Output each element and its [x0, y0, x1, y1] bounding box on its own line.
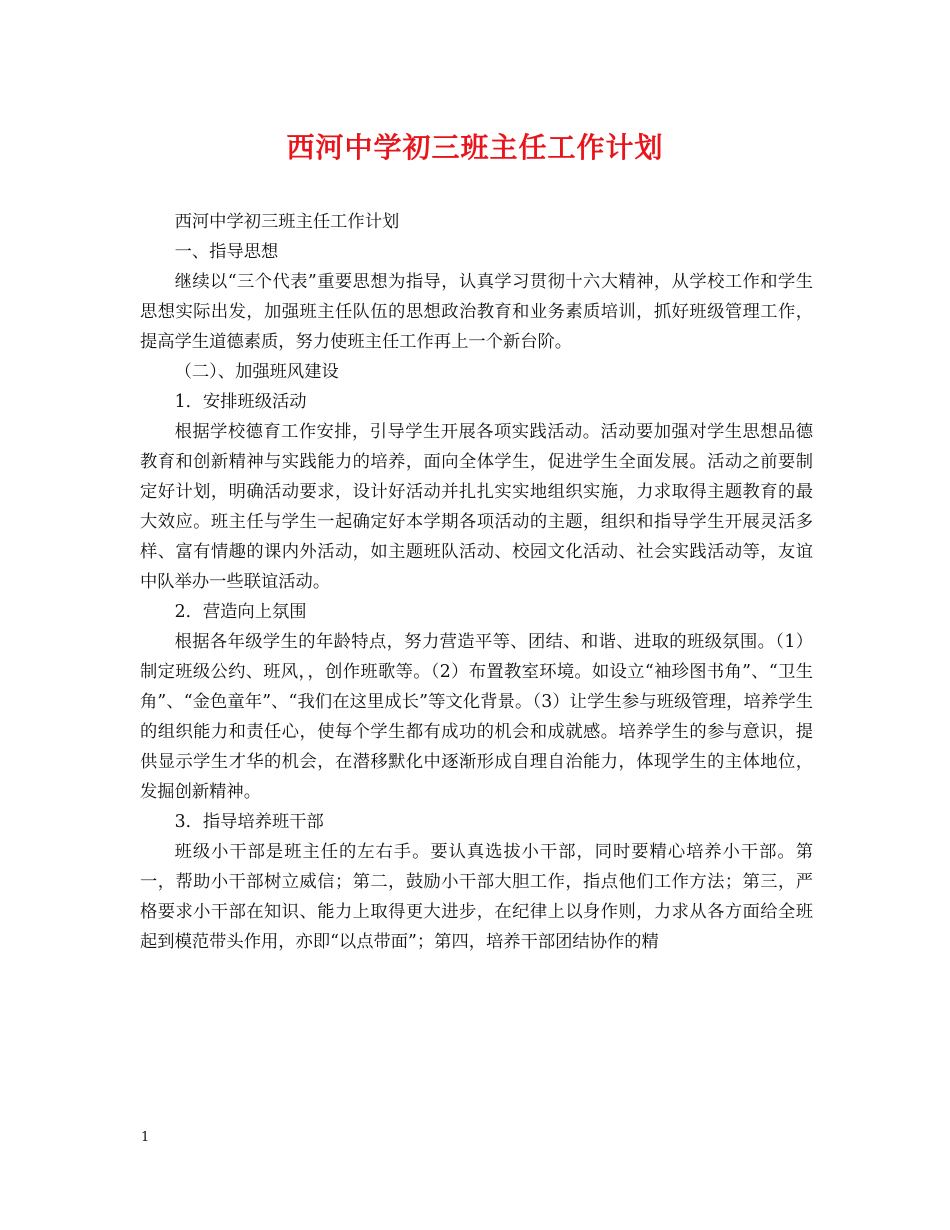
- page-number: 1: [141, 1130, 150, 1145]
- paragraph-subheading-class-cadres: 3．指导培养班干部: [174, 812, 324, 832]
- paragraph-guiding-thought: 继续以“三个代表”重要思想为指导，认真学习贯彻十六大精神，从学校工作和学生思想实际出发，加强班主任队伍的思想政治教育和业务素质培训，抓好班级管理工作，提高学生道德素质，努力使班主任工作再上一个新台阶。: [140, 272, 813, 352]
- document-title: 西河中学初三班主任工作计划: [286, 131, 664, 164]
- paragraph-doc-heading: 西河中学初三班主任工作计划: [174, 212, 400, 232]
- paragraph-class-cadres: 班级小干部是班主任的左右手。要认真选拔小干部，同时要精心培养小干部。第一，帮助小干部树立威信；第二，鼓励小干部大胆工作，指点他们工作方法；第三，严格要求小干部在知识、能力上取得更大进步，在纪律上以身作则，力求从各方面给全班起到模范带头作用，亦即“以点带面”；第四，培养干部团结协作的精: [140, 842, 813, 952]
- document-body: [140, 207, 813, 957]
- paragraph-section-heading-class-style: （二）、加强班风建设: [174, 362, 339, 382]
- paragraph-subheading-class-activities: 1．安排班级活动: [174, 392, 307, 412]
- paragraph-section-heading-guiding-thought: 一、指导思想: [174, 242, 279, 262]
- paragraph-class-activities: 根据学校德育工作安排，引导学生开展各项实践活动。活动要加强对学生思想品德教育和创新精神与实践能力的培养，面向全体学生，促进学生全面发展。活动之前要制定好计划，明确活动要求，设计好活动并扎扎实实地组织实施，力求取得主题教育的最大效应。班主任与学生一起确定好本学期各项活动的主题，组织和指导学生开展灵活多样、富有情趣的课内外活动，如主题班队活动、校园文化活动、社会实践活动等，友谊中队举办一些联谊活动。: [140, 422, 813, 592]
- paragraph-subheading-atmosphere: 2．营造向上氛围: [174, 602, 307, 622]
- paragraph-atmosphere: 根据各年级学生的年龄特点，努力营造平等、团结、和谐、进取的班级氛围。（1）制定班级公约、班风，，创作班歌等。（2）布置教室环境。如设立“袖珍图书角”、“卫生角”、“金色童年”、“我们在这里成长”等文化背景。（3）让学生参与班级管理，培养学生的组织能力和责任心，使每个学生都有成功的机会和成就感。培养学生的参与意识，提供显示学生才华的机会，在潜移默化中逐渐形成自理自治能力，体现学生的主体地位，发掘创新精神。: [140, 632, 813, 802]
